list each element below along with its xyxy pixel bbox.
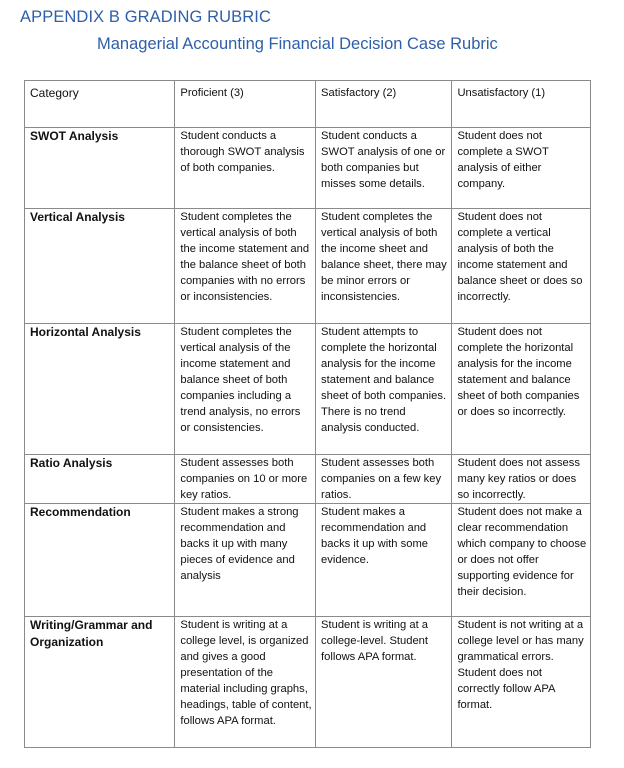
unsatisfactory-cell: Student is not writing at a college level or has many grammatical errors. Student does not correctly follow APA format. — [452, 617, 591, 748]
column-header-satisfactory: Satisfactory (2) — [316, 81, 452, 128]
unsatisfactory-cell: Student does not make a clear recommendation which company to choose or does not offer supporting evidence for their decision. — [452, 504, 591, 617]
category-cell: Recommendation — [25, 504, 175, 617]
table-row — [25, 455, 591, 504]
proficient-cell: Student conducts a thorough SWOT analysis of both companies. — [175, 128, 316, 209]
proficient-cell: Student makes a strong recommendation and backs it up with many pieces of evidence and analysis — [175, 504, 316, 617]
category-cell: SWOT Analysis — [25, 128, 175, 209]
satisfactory-cell: Student attempts to complete the horizontal analysis for the income statement and balance sheet of both companies. There is no trend analysis conducted. — [316, 324, 452, 455]
column-header-proficient: Proficient (3) — [175, 81, 316, 128]
unsatisfactory-cell: Student does not complete the horizontal analysis for the income statement and balance sheet of both companies or does so incorrectly. — [452, 324, 591, 455]
table-row — [25, 324, 591, 455]
category-cell: Ratio Analysis — [25, 455, 175, 504]
table-row — [25, 617, 591, 748]
table-header-row — [25, 81, 591, 128]
proficient-cell: Student is writing at a college level, is organized and gives a good presentation of the material including graphs, headings, table of content, follows APA format. — [175, 617, 316, 748]
unsatisfactory-cell: Student does not complete a vertical analysis of both the income statement and balance sheet or does so incorrectly. — [452, 209, 591, 324]
appendix-title: APPENDIX B GRADING RUBRIC — [20, 8, 271, 26]
unsatisfactory-cell: Student does not complete a SWOT analysis of either company. — [452, 128, 591, 209]
table-row — [25, 504, 591, 617]
satisfactory-cell: Student is writing at a college-level. Student follows APA format. — [316, 617, 452, 748]
column-header-unsatisfactory: Unsatisfactory (1) — [452, 81, 591, 128]
category-cell: Writing/Grammar and Organization — [25, 617, 175, 748]
satisfactory-cell: Student makes a recommendation and backs it up with some evidence. — [316, 504, 452, 617]
rubric-subtitle: Managerial Accounting Financial Decision Case Rubric — [97, 35, 498, 53]
proficient-cell: Student assesses both companies on 10 or more key ratios. — [175, 455, 316, 504]
proficient-cell: Student completes the vertical analysis of the income statement and balance sheet of both companies including a trend analysis, no errors or consistencies. — [175, 324, 316, 455]
category-cell: Vertical Analysis — [25, 209, 175, 324]
satisfactory-cell: Student completes the vertical analysis of both the income sheet and balance sheet, there may be minor errors or inconsistencies. — [316, 209, 452, 324]
satisfactory-cell: Student conducts a SWOT analysis of one or both companies but misses some details. — [316, 128, 452, 209]
proficient-cell: Student completes the vertical analysis of both the income statement and the balance sheet of both companies with no errors or inconsistencies. — [175, 209, 316, 324]
column-header-category: Category — [25, 81, 175, 128]
table-row — [25, 209, 591, 324]
table-row — [25, 128, 591, 209]
grading-rubric-table — [24, 80, 591, 748]
unsatisfactory-cell: Student does not assess many key ratios or does so incorrectly. — [452, 455, 591, 504]
category-cell: Horizontal Analysis — [25, 324, 175, 455]
satisfactory-cell: Student assesses both companies on a few key ratios. — [316, 455, 452, 504]
